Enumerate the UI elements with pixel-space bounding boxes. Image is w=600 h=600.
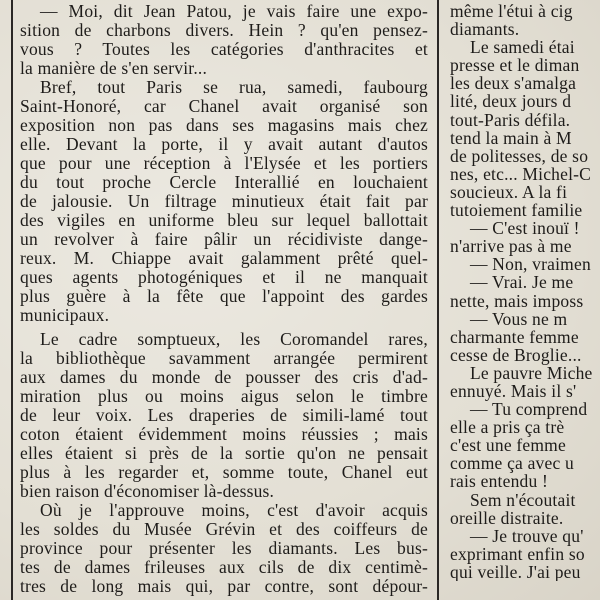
text-line: plus à les regarder et, somme toute, Chanel eut — [20, 463, 428, 482]
text-line: oreille distraite. — [450, 507, 564, 528]
text-line: — Je trouve qu' — [470, 525, 584, 546]
text-line: de jalousie. Un filtrage minutieux était fait par — [20, 192, 428, 211]
text-line: — Tu comprend — [470, 399, 588, 420]
text-line: la bibliothèque savamment arrangée permirent — [20, 349, 428, 368]
text-line: Saint-Honoré, car Chanel avait organisé son — [20, 97, 428, 116]
text-line: reux. M. Chiappe avait galamment prêté quel- — [20, 249, 428, 268]
text-line: que pour une réception à l'Elysée et les portiers — [20, 154, 428, 173]
text-line: du tout proche Cercle Interallié en louchaient — [20, 173, 428, 192]
text-line: exprimant enfin so — [450, 543, 585, 564]
text-line: vous ? Toutes les catégories d'anthracites et — [20, 40, 428, 59]
text-line: rais entendu ! — [450, 471, 549, 492]
text-line: tend la main à M — [450, 127, 572, 148]
text-line: la manière de s'en servir... — [20, 58, 208, 78]
text-line: les soldes du Musée Grévin et des coiffeurs de — [20, 520, 428, 539]
text-line: comme ça avec u — [450, 453, 574, 474]
text-line: n'arrive pas à me — [450, 236, 572, 257]
text-line: aux dames du monde de pousser des cris d'ad- — [20, 368, 428, 387]
text-line: des vigiles en uniforme bleu sur lequel ballottait — [20, 211, 428, 230]
text-line: elle a pris ça trè — [450, 417, 565, 438]
text-line: de leur voix. Les draperies de simili-lamé tout — [20, 406, 428, 425]
text-line: charmante femme — [450, 326, 579, 347]
text-line: ques agents photogéniques et il ne manquait — [20, 268, 428, 287]
text-line: presse et le diman — [450, 55, 580, 76]
column-rule-left — [11, 0, 13, 600]
text-line: cesse de Broglie... — [450, 344, 582, 365]
text-line: — C'est inouï ! — [470, 218, 580, 239]
text-line: soucieux. A la fi — [450, 181, 568, 202]
text-line: sition de charbons divers. Hein ? qu'en pensez- — [20, 21, 428, 40]
text-line: coton étaient évidemment moins réussies ; mais — [20, 425, 428, 444]
text-line: province pour présenter les diamants. Les bus- — [20, 539, 428, 558]
text-line: Le pauvre Miche — [470, 362, 593, 383]
text-line: les deux s'amalga — [450, 73, 577, 94]
text-line: c'est une femme — [450, 435, 566, 456]
text-line: même l'étui à cig — [450, 2, 573, 21]
text-line: Le samedi étai — [470, 37, 575, 58]
text-line: Où je l'approuve moins, c'est d'avoir acquis — [40, 501, 428, 520]
text-line: diamants. — [450, 19, 520, 40]
text-line: elle. Devant la porte, il y avait autant d'autos — [20, 135, 428, 154]
text-line: Le cadre somptueux, les Coromandel rares, — [40, 330, 428, 349]
text-line: tres de long mais qui, par contre, sont dépour- — [20, 577, 428, 596]
text-line: — Vous ne m — [470, 308, 568, 329]
article-column-left — [20, 2, 428, 596]
text-line: lité, deux jours d — [450, 91, 572, 112]
text-line: nes, etc... Michel-C — [450, 163, 592, 184]
text-line: plus guère à la fête que l'appoint des gardes — [20, 287, 428, 306]
text-line: nette, mais imposs — [450, 290, 584, 311]
text-line: ennuyé. Mais il s' — [450, 380, 577, 401]
text-line: — Moi, dit Jean Patou, je vais faire une expo- — [40, 2, 428, 21]
text-line: — Non, vraimen — [470, 254, 591, 275]
text-line: tout-Paris défila. — [450, 109, 571, 130]
article-column-right — [450, 2, 600, 581]
text-line: exposition non pas dans ses magasins mais chez — [20, 116, 428, 135]
text-line: un revolver à faire pâlir un récidiviste dange- — [20, 230, 428, 249]
text-line: Bref, tout Paris se rua, samedi, faubourg — [40, 78, 428, 97]
text-line: elles étaient si près de la sortie qu'on ne pensait — [20, 444, 428, 463]
text-line: Sem n'écoutait — [470, 489, 576, 510]
text-line: bien raison d'économiser là-dessus. — [20, 481, 275, 501]
text-line: de politesses, de so — [450, 145, 589, 166]
text-line: miration plus ou moins aigus selon le timbre — [20, 387, 428, 406]
text-line: municipaux. — [20, 305, 110, 325]
text-line: — Vrai. Je me — [470, 272, 574, 293]
column-rule-middle — [437, 0, 439, 600]
text-line: qui veille. J'ai peu — [450, 561, 581, 581]
text-line: tes de dames frileuses aux cils de dix centimè- — [20, 558, 428, 577]
text-line: tutoiement familie — [450, 200, 583, 221]
